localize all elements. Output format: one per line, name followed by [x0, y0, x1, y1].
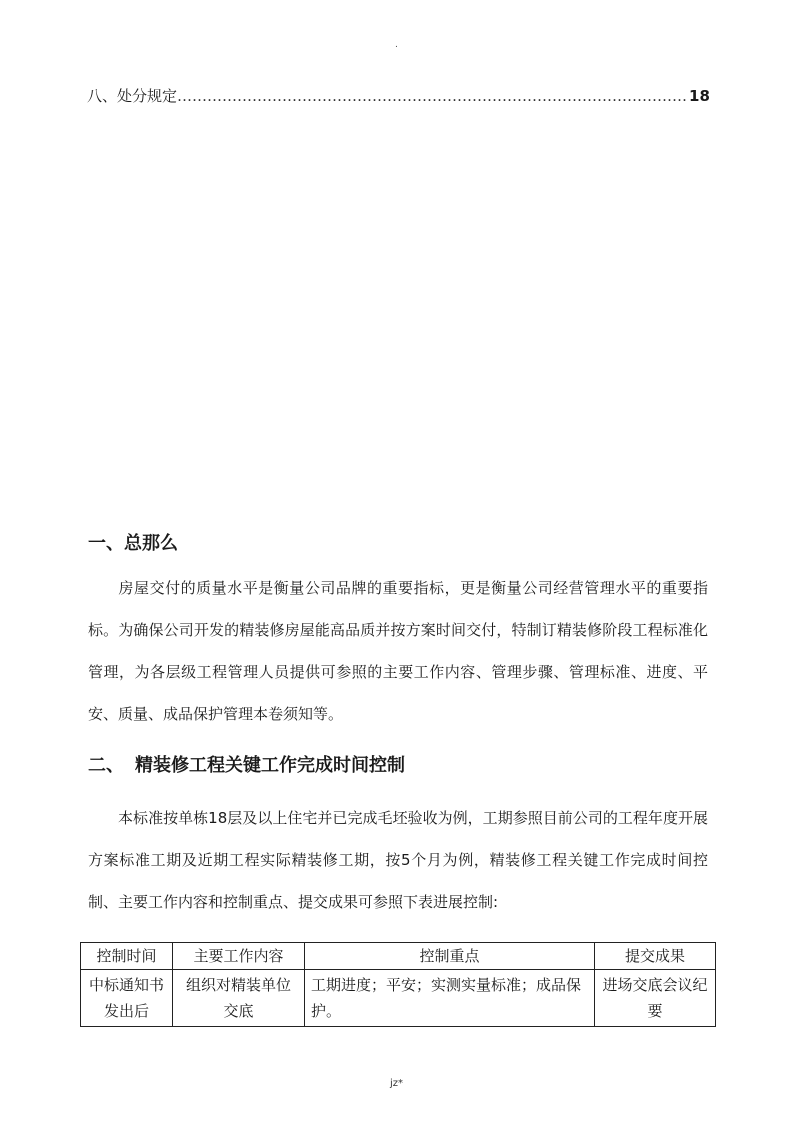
- section1-title: 一、总那么: [88, 533, 178, 554]
- toc-entry[interactable]: [87, 85, 710, 107]
- page-footer: jz*: [390, 1078, 404, 1089]
- toc-leader-dots: …………………………………………………………………………………………: [177, 87, 688, 105]
- table-cell: 进场交底会议纪要: [595, 970, 716, 1027]
- table-header-cell: 控制重点: [305, 943, 595, 970]
- table-header-cell: 提交成果: [595, 943, 716, 970]
- section2-title-text: 精装修工程关键工作完成时间控制: [135, 755, 405, 776]
- table-header-cell: 主要工作内容: [173, 943, 305, 970]
- table-cell: 工期进度；平安；实测实量标准；成品保护。: [305, 970, 595, 1027]
- toc-page-number: 18: [689, 87, 710, 105]
- section2-number: 二、: [88, 755, 124, 776]
- schedule-table: [80, 942, 716, 1027]
- section2-title: [88, 754, 405, 778]
- table-row: [81, 970, 716, 1027]
- section1-body: [88, 567, 708, 735]
- table-cell: 组织对精装单位交底: [173, 970, 305, 1027]
- table-header-cell: 控制时间: [81, 943, 173, 970]
- table-header-row: [81, 943, 716, 970]
- toc-label: 八、处分规定: [87, 87, 178, 105]
- table-cell: 中标通知书发出后: [81, 970, 173, 1027]
- section2-body-text: 本标准按单栋18层及以上住宅并已完成毛坯验收为例，工期参照目前公司的工程年度开展方案标准工期及近期工程实际精装修工期，按5个月为例，精装修工程关键工作完成时间控制、主要工作内容和控制重点、提交成果可参照下表进展控制:: [88, 809, 708, 911]
- section2-body: [88, 797, 708, 923]
- header-mark: .: [395, 40, 398, 50]
- section1-body-text: 房屋交付的质量水平是衡量公司品牌的重要指标，更是衡量公司经营管理水平的重要指标。为确保公司开发的精装修房屋能高品质并按方案时间交付，特制订精装修阶段工程标准化管理，为各层级工程管理人员提供可参照的主要工作内容、管理步骤、管理标准、进度、平安、质量、成品保护管理本卷须知等。: [88, 579, 708, 723]
